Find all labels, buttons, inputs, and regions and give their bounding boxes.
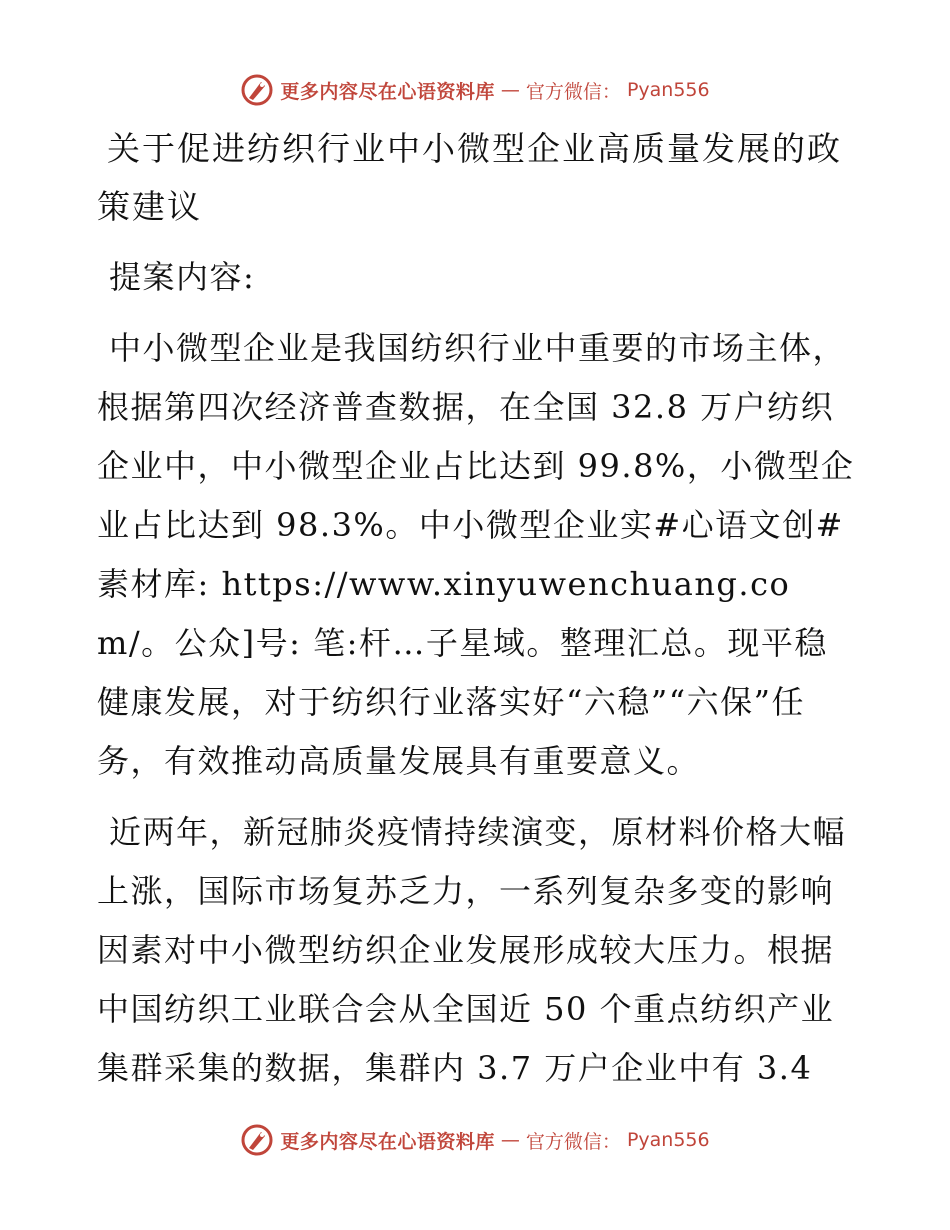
- footer-watermark-banner: [0, 1120, 950, 1160]
- document-body: [97, 120, 857, 1110]
- pen-nib-logo-icon: [240, 73, 274, 107]
- watermark-text: 更多内容尽在心语资料库: [280, 1130, 495, 1153]
- paragraph-2: 近两年，新冠肺炎疫情持续演变，原材料价格大幅上涨，国际市场复苏乏力，一系列复杂多变的影响因素对中小微型纺织企业发展形成较大压力。根据中国纺织工业联合会从全国近 50 个重点纺织产业集群采集的数据，集群内 3.7 万户企业中有 3.4: [97, 813, 847, 1087]
- watermark-wechat-label: 官方微信：: [525, 1130, 621, 1153]
- watermark-separator: —: [500, 79, 520, 101]
- paragraph-1: 中小微型企业是我国纺织行业中重要的市场主体，根据第四次经济普查数据，在全国 32.8 万户纺织企业中，中小微型企业占比达到 99.8%，小微型企业占比达到 98.3%。中小微型企业实#心语文创#素材库: https://www.xinyuwenchuang.com/。公众]号: 笔:杆…子星域。整理汇总。现平稳健康发展，对于纺织行业落实好“六稳”“六保”任务，有效推动高质量发展具有重要意义。: [97, 329, 855, 780]
- pen-nib-logo-icon: [240, 1123, 274, 1157]
- header-watermark-banner: [0, 70, 950, 110]
- watermark-separator: —: [500, 1129, 520, 1151]
- watermark-wechat-id: Pyan556: [626, 1129, 710, 1151]
- watermark-text: 更多内容尽在心语资料库: [280, 80, 495, 103]
- watermark-wechat-label: 官方微信：: [525, 80, 621, 103]
- document-title: 关于促进纺织行业中小微型企业高质量发展的政策建议: [97, 129, 842, 226]
- section-label: 提案内容:: [109, 258, 256, 296]
- watermark-wechat-id: Pyan556: [626, 79, 710, 101]
